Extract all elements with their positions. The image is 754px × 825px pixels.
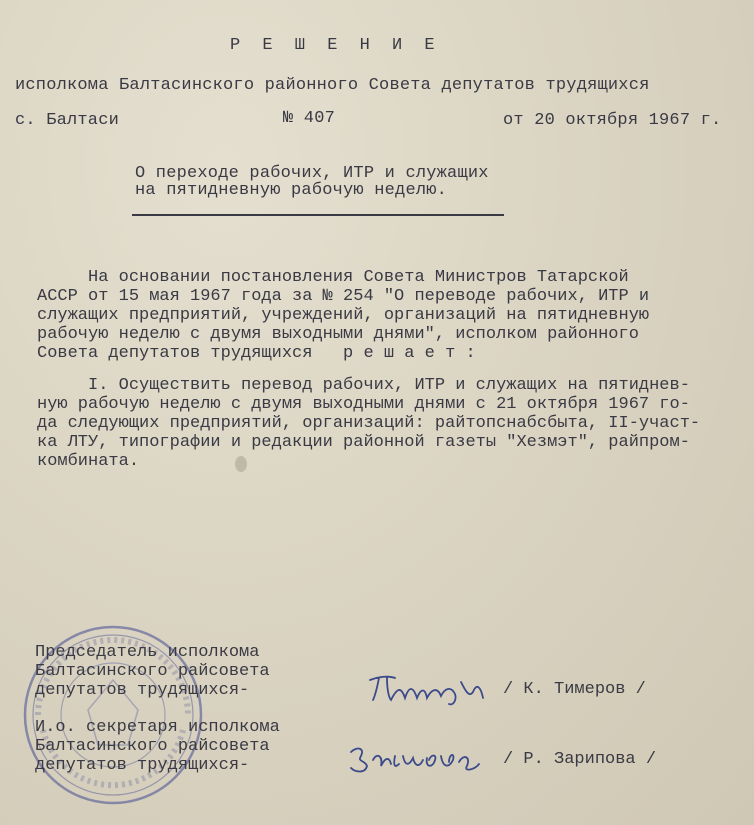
signature-block-chairman <box>35 643 270 700</box>
paragraph-line: да следующих предприятий, организаций: райтопснабсбыта, II-участ- <box>37 414 701 433</box>
document-title: Р Е Ш Е Н И Е <box>230 36 441 55</box>
subject-underline <box>132 214 504 216</box>
signature-title-line: Председатель исполкома <box>35 643 260 662</box>
subject-line-1: О переходе рабочих, ИТР и служащих <box>135 164 489 183</box>
paragraph-line: I. Осуществить перевод рабочих, ИТР и служащих на пятиднев- <box>37 376 690 395</box>
paragraph-preamble <box>37 268 737 363</box>
paragraph-line: комбината. <box>37 452 140 471</box>
handwritten-signature-timerov <box>365 668 490 708</box>
signature-title-line: Балтасинского райсовета <box>35 662 270 681</box>
place: с. Балтаси <box>15 111 120 130</box>
signature-title-line: И.о. секретаря исполкома <box>35 718 280 737</box>
handwritten-signature-zaripova <box>345 738 485 778</box>
decision-date: от 20 октября 1967 г. <box>503 111 722 130</box>
signatory-name-2: / Р. Зарипова / <box>503 750 657 769</box>
paragraph-line: рабочую неделю с двумя выходными днями", исполком районного <box>37 325 639 344</box>
subject-line-2: на пятидневную рабочую неделю. <box>135 181 448 200</box>
ink-smudge <box>235 456 247 472</box>
paragraph-line: ка ЛТУ, типографии и редакции районной газеты "Хезмэт", райпром- <box>37 433 690 452</box>
signature-title-line: депутатов трудящихся- <box>35 681 250 700</box>
issuer-line: исполкома Балтасинского районного Совета депутатов трудящихся <box>15 76 650 95</box>
paragraph-line: служащих предприятий, учреждений, организаций на пятидневную <box>37 306 650 325</box>
paragraph-line: ную рабочую неделю с двумя выходными днями с 21 октября 1967 го- <box>37 395 690 414</box>
decision-number: № 407 <box>283 109 336 128</box>
paragraph-line: Совета депутатов трудящихся р е ш а е т : <box>37 344 476 363</box>
signature-block-secretary <box>35 718 280 775</box>
paragraph-line: На основании постановления Совета Министров Татарской <box>37 268 629 287</box>
signature-title-line: депутатов трудящихся- <box>35 756 250 775</box>
signature-title-line: Балтасинского райсовета <box>35 737 270 756</box>
paragraph-item-1 <box>37 376 737 471</box>
signatory-name-1: / К. Тимеров / <box>503 680 646 699</box>
paragraph-line: АССР от 15 мая 1967 года за № 254 "О переводе рабочих, ИТР и <box>37 287 650 306</box>
